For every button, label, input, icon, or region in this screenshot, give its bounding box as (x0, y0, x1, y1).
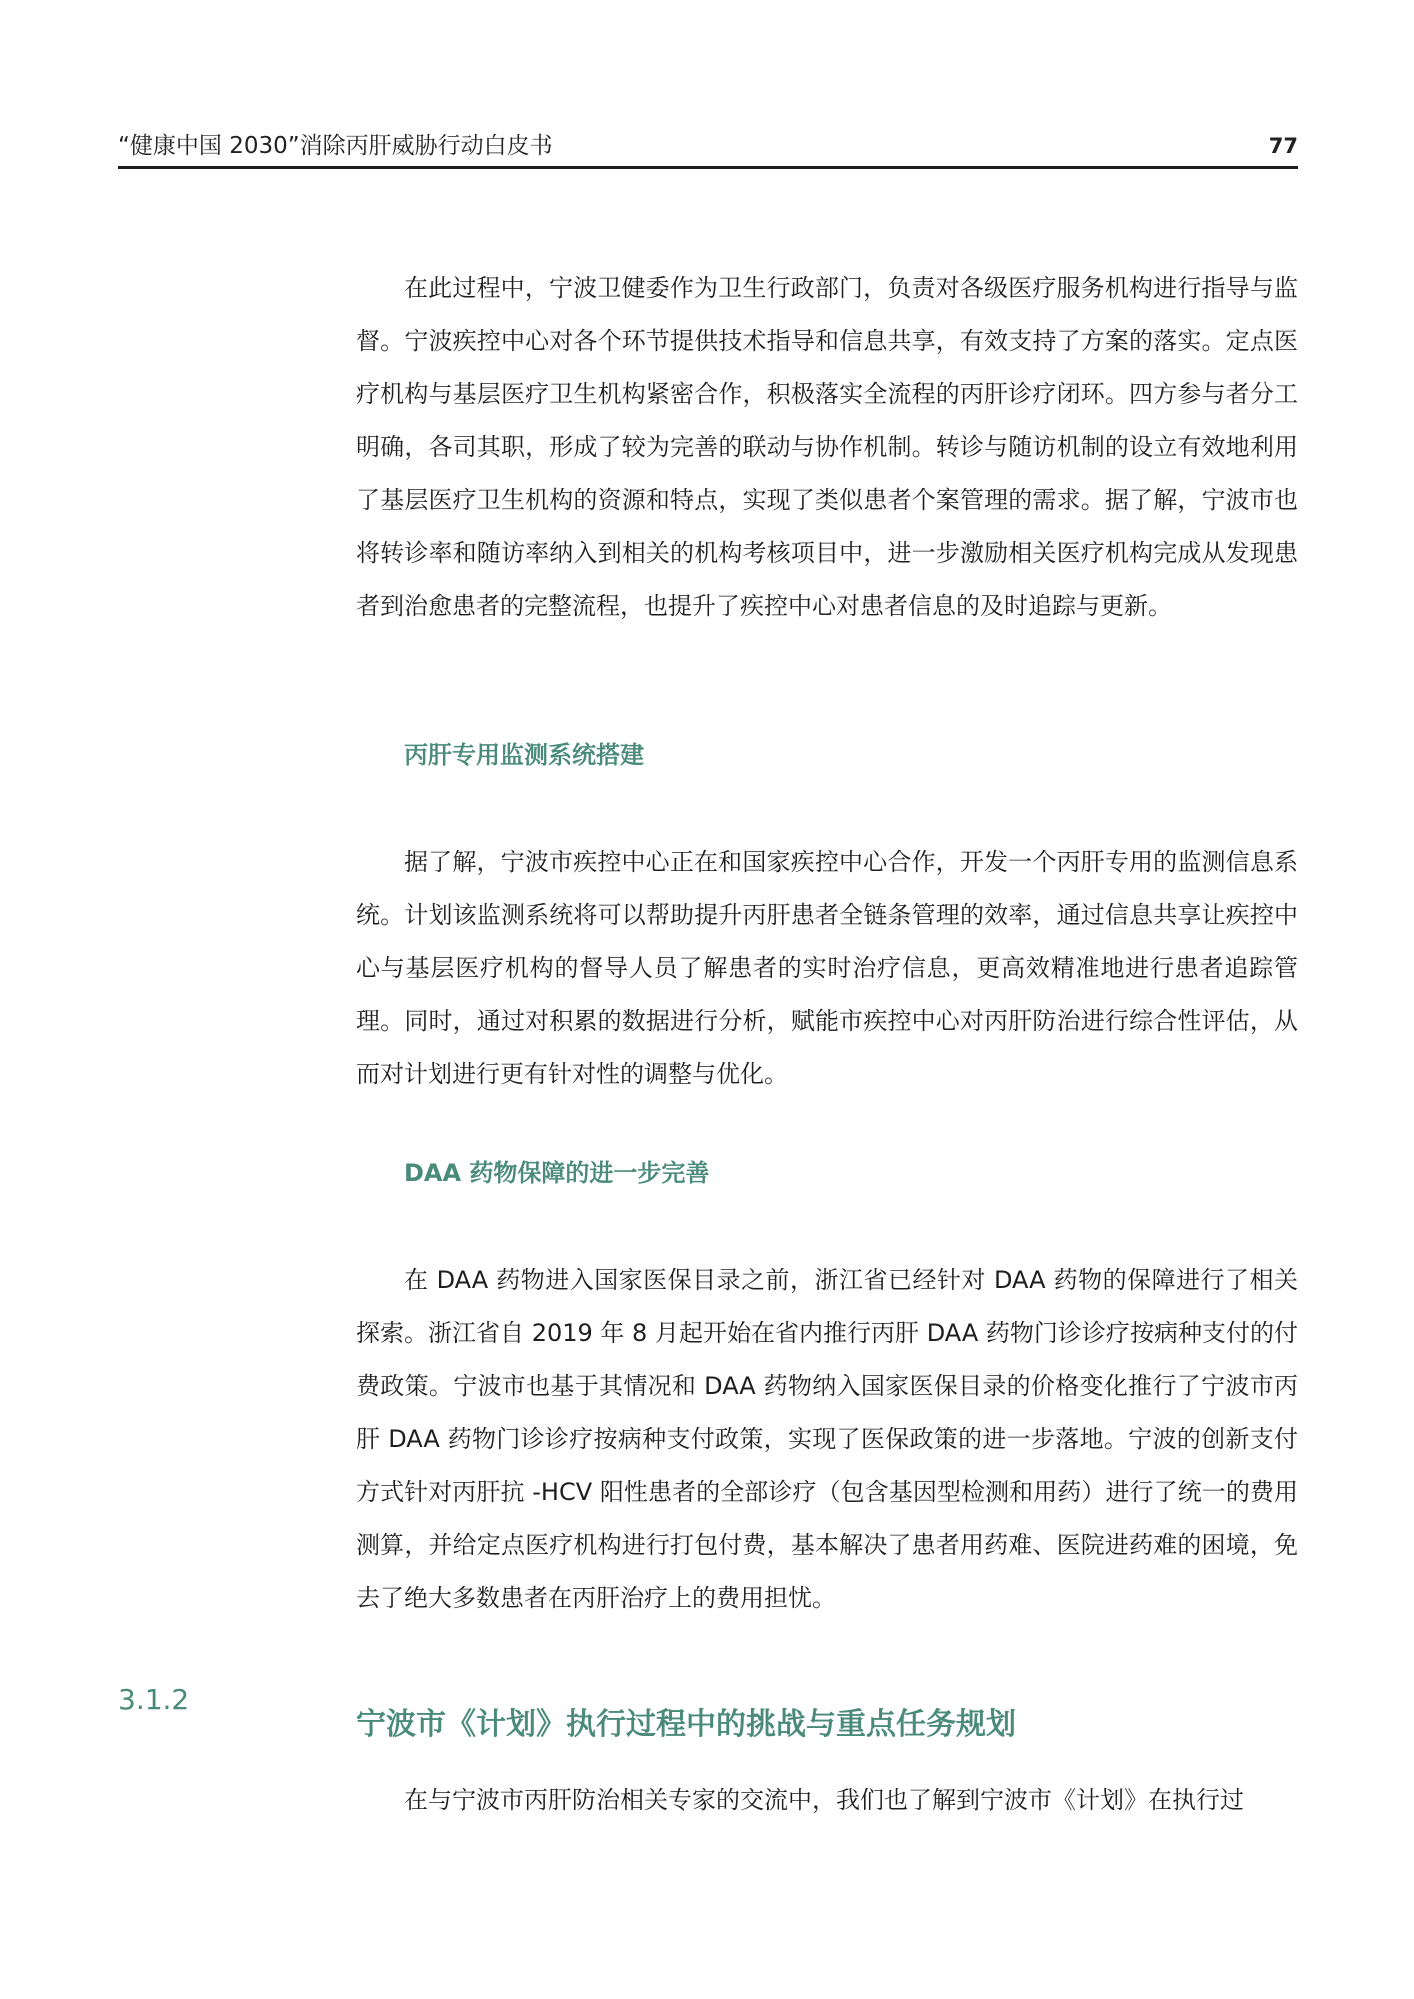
subheading-monitoring-system: 丙肝专用监测系统搭建 (404, 741, 644, 769)
paragraph-collaboration: 在此过程中，宁波卫健委作为卫生行政部门，负责对各级医疗服务机构进行指导与监督。宁波疾控中心对各个环节提供技术指导和信息共享，有效支持了方案的落实。定点医疗机构与基层医疗卫生机构紧密合作，积极落实全流程的丙肝诊疗闭环。四方参与者分工明确，各司其职，形成了较为完善的联动与协作机制。转诊与随访机制的设立有效地利用了基层医疗卫生机构的资源和特点，实现了类似患者个案管理的需求。据了解，宁波市也将转诊率和随访率纳入到相关的机构考核项目中，进一步激励相关医疗机构完成从发现患者到治愈患者的完整流程，也提升了疾控中心对患者信息的及时追踪与更新。 (356, 274, 1298, 620)
subheading-daa-coverage: DAA 药物保障的进一步完善 (404, 1159, 710, 1187)
page-header (118, 128, 1298, 164)
document-title: “健康中国 2030”消除丙肝威胁行动白皮书 (118, 133, 553, 159)
page-number: 77 (1268, 134, 1298, 158)
section-number: 3.1.2 (118, 1683, 190, 1716)
header-divider (118, 166, 1298, 169)
paragraph-daa-coverage: 在 DAA 药物进入国家医保目录之前，浙江省已经针对 DAA 药物的保障进行了相关探索。浙江省自 2019 年 8 月起开始在省内推行丙肝 DAA 药物门诊诊疗按病种支付的付费政策。宁波市也基于其情况和 DAA 药物纳入国家医保目录的价格变化推行了宁波市丙肝 DAA 药物门诊诊疗按病种支付政策，实现了医保政策的进一步落地。宁波的创新支付方式针对丙肝抗 -HCV 阳性患者的全部诊疗（包含基因型检测和用药）进行了统一的费用测算，并给定点医疗机构进行打包付费，基本解决了患者用药难、医院进药难的困境，免去了绝大多数患者在丙肝治疗上的费用担忧。 (356, 1266, 1298, 1612)
paragraph-challenges-intro: 在与宁波市丙肝防治相关专家的交流中，我们也了解到宁波市《计划》在执行过 (404, 1786, 1244, 1814)
paragraph-monitoring-system: 据了解，宁波市疾控中心正在和国家疾控中心合作，开发一个丙肝专用的监测信息系统。计划该监测系统将可以帮助提升丙肝患者全链条管理的效率，通过信息共享让疾控中心与基层医疗机构的督导人员了解患者的实时治疗信息，更高效精准地进行患者追踪管理。同时，通过对积累的数据进行分析，赋能市疾控中心对丙肝防治进行综合性评估，从而对计划进行更有针对性的调整与优化。 (356, 848, 1298, 1088)
section-title: 宁波市《计划》执行过程中的挑战与重点任务规划 (356, 1706, 1016, 1742)
